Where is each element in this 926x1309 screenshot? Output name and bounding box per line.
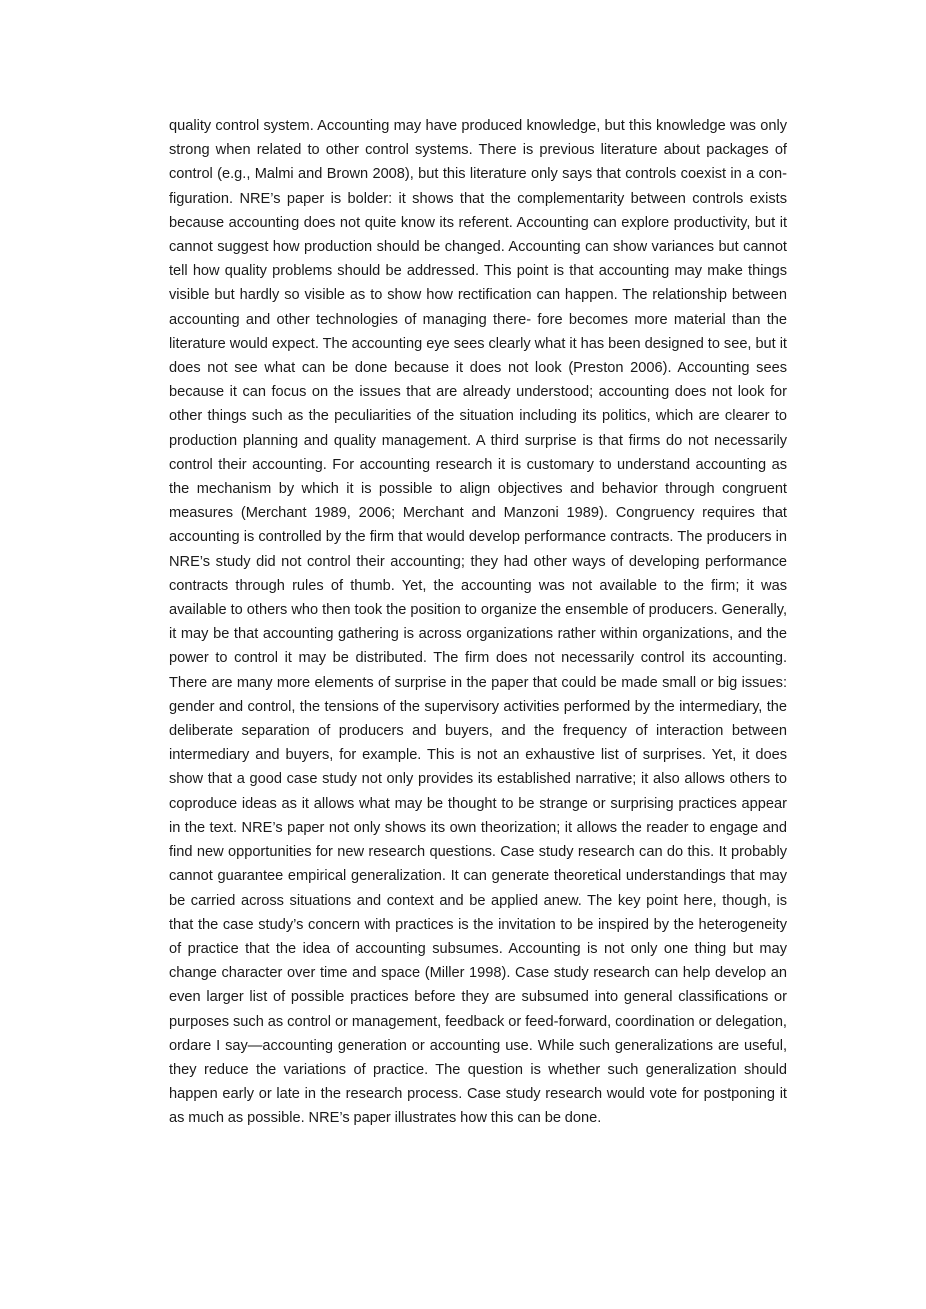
body-paragraph: quality control system. Accounting may have produced knowledge, but this knowledge was only strong when related to other control systems. There is previous literature about packages of control (e.g., Malmi and Brown 2008), but this literature only says that controls coexist in a con- figuration. NRE’s paper is bolder: it shows that the complementarity between controls exists because accounting does not quite know its referent. Accounting can explore productivity, but it cannot suggest how production should be changed. Accounting can show variances but cannot tell how quality problems should be addressed. This point is that accounting may make things visible but hardly so visible as to show how rectification can happen. The relationship between accounting and other technologies of managing there- fore becomes more material than the literature would expect. The accounting eye sees clearly what it has been designed to see, but it does not see what can be done because it does not look (Preston 2006). Accounting sees because it can focus on the issues that are already understood; accounting does not look for other things such as the peculiarities of the situation including its politics, which are clearer to production planning and quality management. A third surprise is that firms do not necessarily control their accounting. For accounting research it is customary to understand accounting as the mechanism by which it is possible to align objectives and behavior through congruent measures (Merchant 1989, 2006; Merchant and Manzoni 1989). Congruency requires that accounting is controlled by the firm that would develop performance contracts. The producers in NRE’s study did not control their accounting; they had other ways of developing performance contracts through rules of thumb. Yet, the accounting was not available to the firm; it was available to others who then took the position to organize the ensemble of producers. Generally, it may be that accounting gathering is across organizations rather within organizations, and the power to control it may be distributed. The firm does not necessarily control its accounting. There are many more elements of surprise in the paper that could be made small or big issues: gender and control, the tensions of the supervisory activities performed by the intermediary, the deliberate separation of producers and buyers, and the frequency of interaction between intermediary and buyers, for example. This is not an exhaustive list of surprises. Yet, it does show that a good case study not only provides its established narrative; it also allows others to coproduce ideas as it allows what may be thought to be strange or surprising practices appear in the text. NRE’s paper not only shows its own theorization; it allows the reader to engage and find new opportunities for new research questions. Case study research can do this. It probably cannot guarantee empirical generalization. It can generate theoretical understandings that may be carried across situations and context and be applied anew. The key point here, though, is that the case study’s concern with practices is the invitation to be inspired by the heterogeneity of practice that the idea of accounting subsumes. Accounting is not only one thing but may change character over time and space (Miller 1998). Case study research can help develop an even larger list of possible practices before they are subsumed into general classifications or purposes such as control or management, feedback or feed-forward, coordination or delegation, ordare I say—accounting generation or accounting use. While such generalizations are useful, they reduce the variations of practice. The question is whether such generalization should happen early or late in the research process. Case study research would vote for postponing it as much as possible. NRE’s paper illustrates how this can be done. [169, 118, 787, 1127]
